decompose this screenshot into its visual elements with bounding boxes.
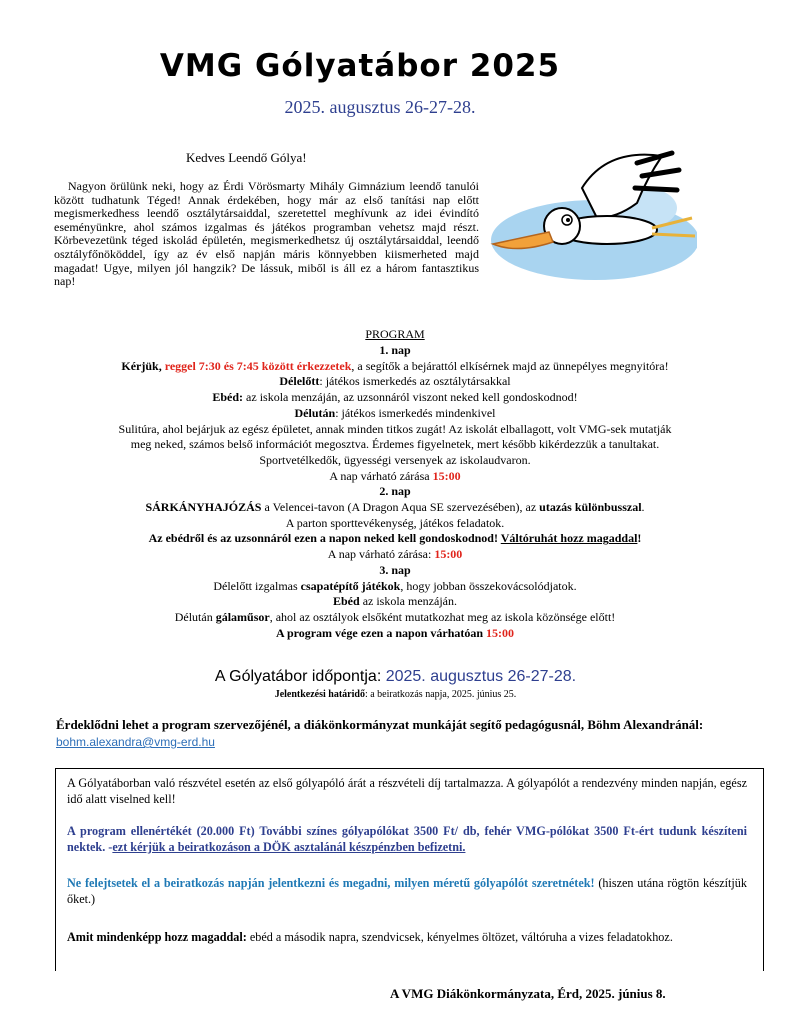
info-box — [55, 768, 764, 971]
text-fragment: A nap várható zárása — [329, 468, 433, 483]
day1-morning — [34, 374, 756, 390]
day3-morning — [34, 579, 756, 595]
text-fragment: Ebéd: — [212, 390, 244, 405]
closing-time: 15:00 — [432, 468, 461, 483]
text-fragment: ebéd a második napra, szendvicsek, kényelmes öltözet, váltóruha a vizes feladatokhoz. — [246, 930, 673, 944]
text-fragment: A Gólyatábor időpontja: — [214, 668, 386, 685]
day1-sports: Sportvetélkedők, ügyességi versenyek az iskolaudvaron. — [259, 452, 531, 467]
size-reminder — [67, 875, 747, 907]
day3-afternoon — [34, 610, 756, 626]
text-fragment: az iskola menzáján. — [359, 594, 457, 609]
text-fragment: ezt kérjük a beiratkozáson a DÖK asztalánál készpénzben befizetni. — [112, 840, 466, 854]
program-heading: PROGRAM — [365, 327, 425, 341]
text-fragment: , ahol az osztályok elsőként mutatkozhat meg az iskola közönsége előtt! — [269, 609, 616, 624]
text-fragment: Az ebédről és az uzsonnáról ezen a napon neked kell gondoskodnod! — [148, 531, 501, 546]
closing-time: 15:00 — [434, 547, 463, 562]
fee-info — [67, 823, 747, 855]
text-fragment: A program ellenértékét (20.000 Ft) További színes gólyapólókat 3500 Ft/ db, fehér VMG-pólókat 3500 Ft-ért tudunk készíteni nektek. - — [67, 824, 747, 854]
day2-dragonboat — [34, 500, 756, 516]
shirt-info: A Gólyatáborban való részvétel esetén az első gólyapóló árát a részvételi díj tartalmazza. A gólyapólót a rendezvény minden napján, egész idő alatt viselned kell! — [67, 776, 747, 806]
text-fragment: csapatépítő játékok — [300, 578, 401, 593]
day1-heading: 1. nap — [379, 343, 411, 357]
text-fragment: 2025. augusztus 26-27-28. — [385, 668, 577, 685]
day1-tour: Sulitúra, ahol bejárjuk az egész épületet, annak minden titkos zugát! Az iskolát elballagott, volt VMG-sek mutatják — [118, 421, 672, 436]
day1-section — [34, 343, 756, 641]
event-dates: 2025. augusztus 26-27-28. — [284, 97, 476, 117]
packing-list — [67, 929, 747, 945]
text-fragment: A nap várható zárása: — [327, 547, 435, 562]
text-fragment: gálaműsor — [215, 609, 270, 624]
email-link[interactable]: bohm.alexandra@vmg-erd.hu — [56, 735, 215, 749]
day3-closing — [34, 626, 756, 642]
text-fragment: , a segítők a bejárattól elkísérnek majd az ünnepélyes megnyitóra! — [351, 358, 669, 373]
text-fragment: Érdeklődni lehet a program szervezőjénél, a diákönkormányzat munkáját segítő pedagógusnál, Böhm Alexandránál: — [56, 717, 704, 732]
day1-arrival — [34, 359, 756, 375]
text-fragment: Délután — [174, 609, 216, 624]
text-fragment: : játékos ismerkedés az osztálytársakkal — [319, 374, 511, 389]
day1-afternoon — [34, 406, 756, 422]
text-fragment: Ebéd — [333, 594, 360, 609]
text-fragment: : játékos ismerkedés mindenkivel — [335, 405, 496, 420]
text-fragment: A program vége ezen a napon várhatóan — [275, 625, 487, 640]
day1-closing — [34, 469, 756, 485]
text-fragment: a Velencei-tavon (A Dragon Aqua SE szervezésében), az — [261, 500, 540, 515]
text-fragment: az iskola menzáján, az uzsonnáról viszont neked kell gondoskodnod! — [243, 390, 578, 405]
day2-closing — [34, 547, 756, 563]
intro-paragraph: Nagyon örülünk neki, hogy az Érdi Vörösmarty Mihály Gimnázium leendő tanulói között tudhatunk Téged! Annak érdekében, hogy már az első tanítási nap előtt megismerkedhess leendő osztálytársaiddal, szeretettel meghívunk az idei évindító eseményünkre, ahol számos izgalmas és játékos programban vehetsz majd részt. Körbevezetünk téged iskolád épületén, megismerkedhetsz új osztálytársaiddal, leendő osztályfőnököddel, így az év első napján máris könnyebben kiismerheted majd magadat! Ugye, milyen jól hangzik? De lássuk, miből is áll ez a három fantasztikus nap! — [54, 179, 479, 289]
text-fragment: (hiszen utána rögtön készítjük őket.) — [67, 876, 747, 906]
day2-beach: A parton sporttevékenység, játékos feladatok. — [285, 515, 505, 530]
closing-time: 15:00 — [486, 625, 515, 640]
stork-icon — [487, 148, 697, 288]
day1-tour-cont: meg neked, számos belső információt megosztva. Érdemes figyelnetek, mert később kikérdezzük a tanultakat. — [130, 437, 660, 452]
text-fragment: , hogy jobban összekovácsolódjatok. — [400, 578, 577, 593]
day3-heading: 3. nap — [379, 562, 411, 577]
day2-heading: 2. nap — [379, 484, 411, 499]
registration-deadline — [0, 689, 791, 700]
text-fragment: . — [641, 500, 645, 515]
text-fragment: Váltóruhát hozz magaddal — [500, 531, 638, 546]
text-fragment: Kérjük, — [121, 358, 165, 373]
arrival-time: reggel 7:30 és 7:45 között érkezzetek — [164, 358, 352, 373]
text-fragment: Amit mindenképp hozz magaddal: — [67, 930, 247, 944]
text-fragment: Ne felejtsetek el a beiratkozás napján jelentkezni és megadni, milyen méretű gólyapólót szeretnétek! — [67, 876, 595, 890]
contact-info — [56, 716, 756, 751]
day1-lunch — [34, 390, 756, 406]
page-title: VMG Gólyatábor 2025 — [159, 48, 561, 84]
text-fragment: Jelentkezési határidő — [274, 689, 365, 700]
text-fragment: Délelőtt izgalmas — [213, 578, 301, 593]
footer-signature: A VMG Diákönkormányzata, Érd, 2025. június 8. — [390, 986, 666, 1001]
text-fragment: ! — [637, 531, 642, 546]
text-fragment: utazás különbusszal — [539, 500, 642, 515]
camp-timing — [0, 668, 791, 686]
text-fragment: Délután — [294, 405, 336, 420]
day3-lunch — [34, 594, 756, 610]
text-fragment: SÁRKÁNYHAJÓZÁS — [145, 500, 262, 515]
text-fragment: : a beiratkozás napja, 2025. június 25. — [364, 689, 517, 700]
day2-food-note — [34, 531, 756, 547]
text-fragment: Délelőtt — [279, 374, 320, 389]
greeting: Kedves Leendő Gólya! — [186, 150, 307, 165]
